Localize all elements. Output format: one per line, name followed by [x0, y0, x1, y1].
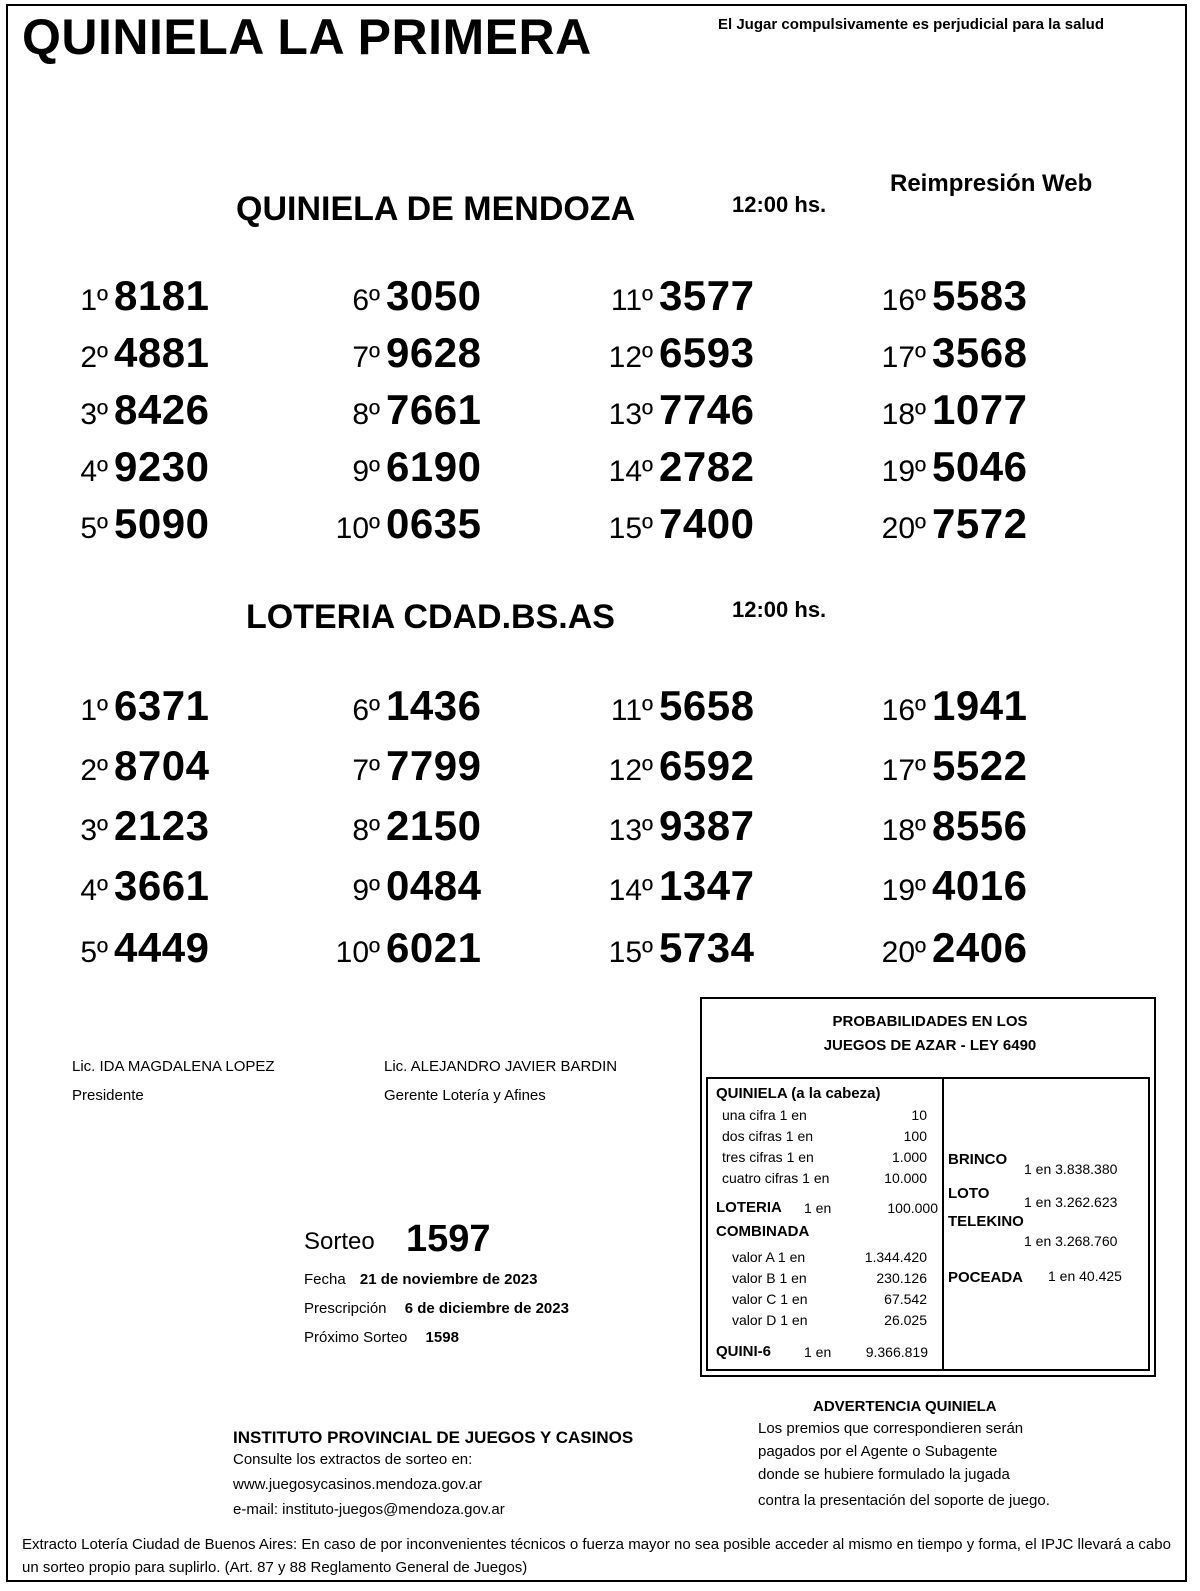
result-position: 15º	[608, 512, 653, 545]
result-position: 14º	[608, 874, 653, 907]
poceada-value: 1 en 40.425	[1048, 1268, 1122, 1284]
result-position: 3º	[80, 814, 108, 847]
result-position: 2º	[80, 341, 108, 374]
result-position: 19º	[881, 455, 926, 488]
result-cell	[300, 742, 500, 798]
prob-row-value: 10.000	[884, 1170, 927, 1186]
reprint-label: Reimpresión Web	[890, 170, 1093, 197]
prob-divider	[942, 1079, 944, 1369]
page-title: QUINIELA LA PRIMERA	[22, 9, 592, 65]
result-cell	[300, 862, 500, 918]
sorteo-number: 1597	[406, 1218, 491, 1260]
quini6-text: 1 en	[804, 1344, 832, 1360]
result-number: 5090	[114, 500, 210, 547]
result-cell	[28, 862, 228, 918]
result-cell	[573, 500, 773, 556]
prob-row-label: valor B 1 en	[732, 1270, 807, 1286]
result-number: 5734	[659, 924, 755, 971]
quini6-label: QUINI-6	[716, 1343, 772, 1360]
combinada-label: COMBINADA	[716, 1223, 810, 1240]
loteria-value: 100.000	[887, 1200, 938, 1216]
result-number: 6592	[659, 742, 755, 789]
result-cell	[300, 386, 500, 442]
result-position: 17º	[881, 754, 926, 787]
prob-row-value: 10	[911, 1107, 927, 1123]
prob-row-label: tres cifras 1 en	[722, 1149, 814, 1165]
result-cell	[846, 272, 1046, 328]
result-number: 2406	[932, 924, 1028, 971]
poceada-label: POCEADA	[948, 1269, 1024, 1286]
result-position: 16º	[881, 694, 926, 727]
result-position: 3º	[80, 398, 108, 431]
result-cell	[573, 862, 773, 918]
prob-row-value: 230.126	[876, 1270, 927, 1286]
result-cell	[846, 924, 1046, 980]
result-position: 9º	[352, 874, 380, 907]
fecha-value: 21 de noviembre de 2023	[359, 1271, 538, 1288]
result-number: 9628	[386, 329, 482, 376]
result-cell	[573, 272, 773, 328]
result-number: 5046	[932, 443, 1028, 490]
result-number: 3661	[114, 862, 210, 909]
section-title-loteria: LOTERIA CDAD.BS.AS	[246, 598, 615, 636]
result-number: 9387	[659, 802, 755, 849]
result-cell	[573, 386, 773, 442]
prob-inner-box	[706, 1077, 1150, 1371]
result-number: 6593	[659, 329, 755, 376]
result-number: 0484	[386, 862, 482, 909]
result-number: 1077	[932, 386, 1028, 433]
signature-name-2: Lic. ALEJANDRO JAVIER BARDIN	[384, 1058, 618, 1075]
result-number: 4016	[932, 862, 1028, 909]
result-cell	[28, 682, 228, 738]
result-cell	[28, 443, 228, 499]
prob-title-line1: PROBABILIDADES EN LOS	[832, 1013, 1028, 1030]
signature-name-1: Lic. IDA MAGDALENA LOPEZ	[72, 1058, 275, 1075]
result-number: 7572	[932, 500, 1028, 547]
result-position: 12º	[608, 754, 653, 787]
result-position: 12º	[608, 341, 653, 374]
result-position: 5º	[80, 512, 108, 545]
fecha-row	[304, 1271, 537, 1288]
telekino-label: TELEKINO	[948, 1213, 1024, 1230]
prescripcion-row	[304, 1300, 569, 1317]
result-position: 1º	[80, 694, 108, 727]
result-number: 4449	[114, 924, 210, 971]
result-cell	[846, 802, 1046, 858]
result-position: 17º	[881, 341, 926, 374]
prob-row-label: una cifra 1 en	[722, 1107, 807, 1123]
result-number: 3568	[932, 329, 1028, 376]
advertencia-title: ADVERTENCIA QUINIELA	[813, 1398, 997, 1415]
result-number: 1347	[659, 862, 755, 909]
advertencia-line-3: donde se hubiere formulado la jugada	[758, 1466, 1010, 1483]
loto-label: LOTO	[948, 1185, 990, 1202]
result-cell	[300, 272, 500, 328]
brinco-label: BRINCO	[948, 1151, 1008, 1168]
result-cell	[573, 682, 773, 738]
result-cell	[28, 802, 228, 858]
loteria-text: 1 en	[804, 1200, 832, 1216]
result-number: 8426	[114, 386, 210, 433]
signature-role-1: Presidente	[72, 1087, 144, 1104]
result-number: 2150	[386, 802, 482, 849]
prob-row-label: valor C 1 en	[732, 1291, 808, 1307]
result-number: 5658	[659, 682, 755, 729]
result-position: 6º	[352, 694, 380, 727]
prob-row-value: 67.542	[884, 1291, 927, 1307]
result-position: 18º	[881, 814, 926, 847]
result-number: 7400	[659, 500, 755, 547]
result-cell	[846, 862, 1046, 918]
proximo-value: 1598	[425, 1329, 459, 1346]
result-cell	[573, 802, 773, 858]
result-position: 1º	[80, 284, 108, 317]
result-position: 15º	[608, 936, 653, 969]
result-position: 14º	[608, 455, 653, 488]
result-position: 4º	[80, 874, 108, 907]
result-number: 5583	[932, 272, 1028, 319]
result-position: 5º	[80, 936, 108, 969]
result-position: 11º	[610, 694, 653, 727]
result-number: 1941	[932, 682, 1028, 729]
result-position: 7º	[352, 754, 380, 787]
prob-row-label: cuatro cifras 1 en	[722, 1170, 830, 1186]
result-cell	[846, 443, 1046, 499]
prob-row-value: 26.025	[884, 1312, 927, 1328]
result-position: 8º	[352, 814, 380, 847]
result-cell	[846, 742, 1046, 798]
loto-value: 1 en 3.262.623	[1024, 1194, 1118, 1210]
consult-text: Consulte los extractos de sorteo en:	[233, 1451, 473, 1468]
result-cell	[573, 329, 773, 385]
result-number: 8704	[114, 742, 210, 789]
result-position: 20º	[881, 512, 926, 545]
result-cell	[28, 272, 228, 328]
result-cell	[300, 329, 500, 385]
disclaimer-text: Extracto Lotería Ciudad de Buenos Aires: En caso de por inconvenientes técnicos o fuerza mayor no sea posible acceder al mismo en tiempo y forma, el IPJC llevará a cabo un sorteo propio para suplirlo. (Art. 87 y 88 Reglamento General de Juegos)	[22, 1536, 1171, 1576]
result-number: 6190	[386, 443, 482, 490]
prob-row-label: valor D 1 en	[732, 1312, 808, 1328]
result-number: 5522	[932, 742, 1028, 789]
result-position: 2º	[80, 754, 108, 787]
email-link[interactable]: e-mail: instituto-juegos@mendoza.gov.ar	[233, 1501, 505, 1518]
result-cell	[300, 924, 500, 980]
prob-row-value: 100	[903, 1128, 927, 1144]
result-cell	[28, 386, 228, 442]
sorteo-label: Sorteo	[304, 1228, 375, 1255]
result-cell	[846, 329, 1046, 385]
proximo-label: Próximo Sorteo	[304, 1329, 408, 1346]
result-position: 7º	[352, 341, 380, 374]
result-position: 11º	[610, 284, 653, 317]
result-number: 6371	[114, 682, 210, 729]
result-cell	[846, 386, 1046, 442]
result-cell	[28, 329, 228, 385]
result-cell	[573, 443, 773, 499]
result-position: 10º	[335, 936, 380, 969]
result-position: 16º	[881, 284, 926, 317]
result-number: 0635	[386, 500, 482, 547]
signature-role-2: Gerente Lotería y Afines	[384, 1087, 546, 1104]
result-cell	[300, 802, 500, 858]
quini6-value: 9.366.819	[865, 1344, 928, 1360]
institute-name: INSTITUTO PROVINCIAL DE JUEGOS Y CASINOS	[233, 1428, 634, 1447]
prob-row-value: 1.344.420	[864, 1249, 927, 1265]
section-time-mendoza: 12:00 hs.	[732, 192, 827, 217]
result-cell	[300, 682, 500, 738]
telekino-value: 1 en 3.268.760	[1024, 1233, 1118, 1249]
result-cell	[28, 742, 228, 798]
result-number: 8556	[932, 802, 1028, 849]
result-position: 9º	[352, 455, 380, 488]
result-cell	[28, 924, 228, 980]
result-number: 9230	[114, 443, 210, 490]
result-number: 4881	[114, 329, 210, 376]
result-position: 4º	[80, 455, 108, 488]
result-number: 7799	[386, 742, 482, 789]
result-cell	[573, 742, 773, 798]
brinco-value: 1 en 3.838.380	[1024, 1161, 1118, 1177]
result-cell	[28, 500, 228, 556]
result-cell	[573, 924, 773, 980]
prob-title-line2: JUEGOS DE AZAR - LEY 6490	[823, 1037, 1037, 1054]
result-position: 13º	[608, 814, 653, 847]
result-number: 6021	[386, 924, 482, 971]
section-title-mendoza: QUINIELA DE MENDOZA	[236, 190, 636, 228]
advertencia-line-2: pagados por el Agente o Subagente	[758, 1443, 998, 1460]
result-number: 2123	[114, 802, 210, 849]
health-warning: El Jugar compulsivamente es perjudicial para la salud	[718, 16, 1104, 33]
result-position: 13º	[608, 398, 653, 431]
prescripcion-label: Prescripción	[304, 1300, 387, 1317]
result-position: 18º	[881, 398, 926, 431]
website-link[interactable]: www.juegosycasinos.mendoza.gov.ar	[233, 1476, 483, 1493]
prob-row-label: dos cifras 1 en	[722, 1128, 814, 1144]
result-number: 1436	[386, 682, 482, 729]
result-position: 20º	[881, 936, 926, 969]
result-number: 7661	[386, 386, 482, 433]
prescripcion-value: 6 de diciembre de 2023	[404, 1300, 569, 1317]
section-time-loteria: 12:00 hs.	[732, 597, 827, 622]
result-number: 3577	[659, 272, 755, 319]
result-cell	[846, 500, 1046, 556]
result-number: 7746	[659, 386, 755, 433]
result-position: 6º	[352, 284, 380, 317]
fecha-label: Fecha	[304, 1271, 346, 1288]
probabilities-box	[700, 997, 1156, 1377]
result-position: 19º	[881, 874, 926, 907]
prob-row-label: valor A 1 en	[732, 1249, 806, 1265]
loteria-label: LOTERIA	[716, 1199, 782, 1216]
advertencia-line-1: Los premios que correspondieren serán	[758, 1420, 1024, 1437]
result-cell	[300, 443, 500, 499]
result-position: 8º	[352, 398, 380, 431]
quiniela-label: QUINIELA (a la cabeza)	[716, 1085, 881, 1102]
advertencia-line-4: contra la presentación del soporte de juego.	[758, 1492, 1050, 1509]
result-position: 10º	[335, 512, 380, 545]
proximo-row	[304, 1329, 459, 1346]
result-number: 2782	[659, 443, 755, 490]
result-cell	[300, 500, 500, 556]
result-cell	[846, 682, 1046, 738]
result-number: 8181	[114, 272, 210, 319]
result-number: 3050	[386, 272, 482, 319]
prob-row-value: 1.000	[891, 1149, 927, 1165]
